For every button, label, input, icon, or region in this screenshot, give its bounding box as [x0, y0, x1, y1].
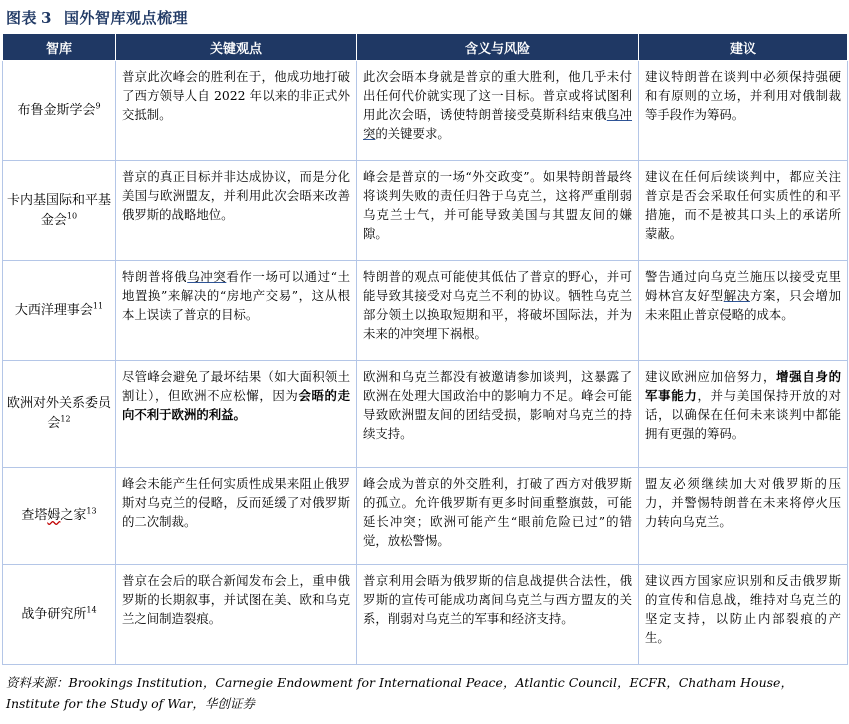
header-advice: 建议 [639, 34, 848, 61]
viewpoint-underlined-text: 乌冲突 [187, 269, 227, 284]
viewpoint-text: 尽管峰会避免了最坏结果（如大面积领土割让），但欧洲不应松懈，因为 [122, 369, 350, 403]
footnote-ref: 13 [86, 506, 97, 516]
risk-cell: 峰会成为普京的外交胜利，打破了西方对俄罗斯的孤立。允许俄罗斯有更多时间重整旗鼓，可能延长冲突；欧洲可能产生“眼前危险已过”的错觉，放松警惕。 [357, 468, 639, 565]
figure-title-text: 国外智库观点梳理 [63, 9, 188, 27]
institution-name: 卡内基国际和平基金会 [7, 192, 112, 228]
table-header-row [3, 34, 848, 61]
viewpoint-cell: 普京此次峰会的胜利在于，他成功地打破了西方领导人自 2022 年以来的非正式外交抵制。 [116, 61, 357, 161]
figure-title [6, 7, 188, 31]
header-institution: 智库 [3, 34, 116, 61]
table-row [3, 361, 848, 468]
figure-title-number: 3 [41, 9, 52, 27]
risk-underlined-text: 乌冲突 [363, 107, 633, 141]
institution-name-underlined: 姆 [47, 508, 61, 523]
advice-cell: 建议特朗普在谈判中必须保持强硬和有原则的立场，并利用对俄制裁等手段作为筹码。 [639, 61, 848, 161]
institution-cell [3, 61, 116, 161]
source-label: 资料来源： [6, 675, 69, 690]
viewpoint-bold-text: 会晤的走向不利于欧洲的利益。 [122, 388, 350, 422]
institution-name-end: 之家 [60, 508, 87, 523]
advice-cell: 建议在任何后续谈判中，都应关注普京是否会采取任何实质性的和平措施，而不是被其口头上的承诺所蒙蔽。 [639, 161, 848, 261]
risk-cell: 峰会是普京的一场“外交政变”。如果特朗普最终将谈判失败的责任归咎于乌克兰，这将严重削弱乌克兰士气，并可能导致美国与其盟友间的嫌隙。 [357, 161, 639, 261]
risk-text-end: 的关键要求。 [375, 126, 450, 141]
institution-cell [3, 468, 116, 565]
advice-underlined-text: 解决 [723, 288, 750, 303]
viewpoint-cell [116, 261, 357, 361]
institution-cell [3, 565, 116, 665]
viewpoint-cell: 峰会未能产生任何实质性成果来阻止俄罗斯对乌克兰的侵略，反而延缓了对俄罗斯的二次制裁。 [116, 468, 357, 565]
table-row [3, 565, 848, 665]
institution-name: 战争研究所 [21, 606, 87, 622]
risk-cell: 欧洲和乌克兰都没有被邀请参加谈判，这暴露了欧洲在处理大国政治中的影响力不足。峰会可能导致欧洲盟友间的团结受损，影响对乌克兰的持续支持。 [357, 361, 639, 468]
institution-name: 大西洋理事会 [14, 302, 93, 318]
figure-title-prefix: 图表 [6, 9, 38, 27]
advice-bold-text: 增强自身的军事能力 [645, 369, 842, 403]
advice-cell [639, 261, 848, 361]
source-text: Brookings Institution，Carnegie Endowment for International Peace，Atlantic Council，ECFR，Chatham House，Institute for the Study of War，华创证券 [6, 675, 793, 711]
footnote-ref: 12 [60, 414, 71, 424]
source-note [6, 672, 844, 714]
advice-cell: 盟友必须继续加大对俄罗斯的压力，并警惕特朗普在未来将停火压力转向乌克兰。 [639, 468, 848, 565]
advice-cell [639, 361, 848, 468]
table-row [3, 61, 848, 161]
advice-text-end: 方案，只会增加未来阻止普京侵略的成本。 [645, 288, 842, 322]
advice-text: 警告通过向乌克兰施压以接受克里姆林宫友好型 [645, 269, 841, 303]
footnote-ref: 10 [66, 211, 78, 221]
header-risk: 含义与风险 [357, 34, 639, 61]
table-row [3, 261, 848, 361]
footnote-ref: 14 [86, 605, 97, 615]
institution-name: 欧洲对外关系委员会 [7, 396, 112, 431]
viewpoint-text: 特朗普将俄 [122, 269, 188, 284]
table-row [3, 468, 848, 565]
institution-cell [3, 361, 116, 468]
advice-text-end: ，并与美国保持开放的对话，以确保在任何未来谈判中都能拥有更强的筹码。 [645, 388, 842, 441]
risk-text: 此次会晤本身就是普京的重大胜利，他几乎未付出任何代价就实现了这一目标。普京或将试图利用此次会晤，诱使特朗普接受莫斯科结束俄 [363, 69, 632, 122]
risk-cell: 普京利用会晤为俄罗斯的信息战提供合法性，俄罗斯的宣传可能成功离间乌克兰与西方盟友的关系，削弱对乌克兰的军事和经济支持。 [357, 565, 639, 665]
table-row [3, 161, 848, 261]
advice-text: 建议欧洲应加倍努力， [645, 369, 777, 384]
footnote-ref: 11 [92, 301, 104, 311]
header-viewpoint: 关键观点 [116, 34, 357, 61]
think-tank-table [2, 33, 848, 665]
viewpoint-cell [116, 361, 357, 468]
viewpoint-cell: 普京的真正目标并非达成协议，而是分化美国与欧洲盟友，并利用此次会晤来改善俄罗斯的战略地位。 [116, 161, 357, 261]
risk-cell [357, 61, 639, 161]
advice-cell: 建议西方国家应识别和反击俄罗斯的宣传和信息战，维持对乌克兰的坚定支持，以防止内部裂痕的产生。 [639, 565, 848, 665]
footnote-ref: 9 [95, 101, 101, 111]
viewpoint-cell: 普京在会后的联合新闻发布会上，重申俄罗斯的长期叙事，并试图在美、欧和乌克兰之间制造裂痕。 [116, 565, 357, 665]
institution-name: 查塔 [21, 508, 48, 523]
institution-name: 布鲁金斯学会 [17, 102, 96, 118]
institution-cell [3, 161, 116, 261]
institution-cell [3, 261, 116, 361]
risk-cell: 特朗普的观点可能使其低估了普京的野心，并可能导致其接受对乌克兰不利的协议。牺牲乌克兰部分领土以换取短期和平，将破坏国际法，并为未来的冲突埋下祸根。 [357, 261, 639, 361]
viewpoint-text-end: 看作一场可以通过“土地置换”来解决的“房地产交易”，这从根本上误读了普京的目标。 [122, 269, 351, 322]
